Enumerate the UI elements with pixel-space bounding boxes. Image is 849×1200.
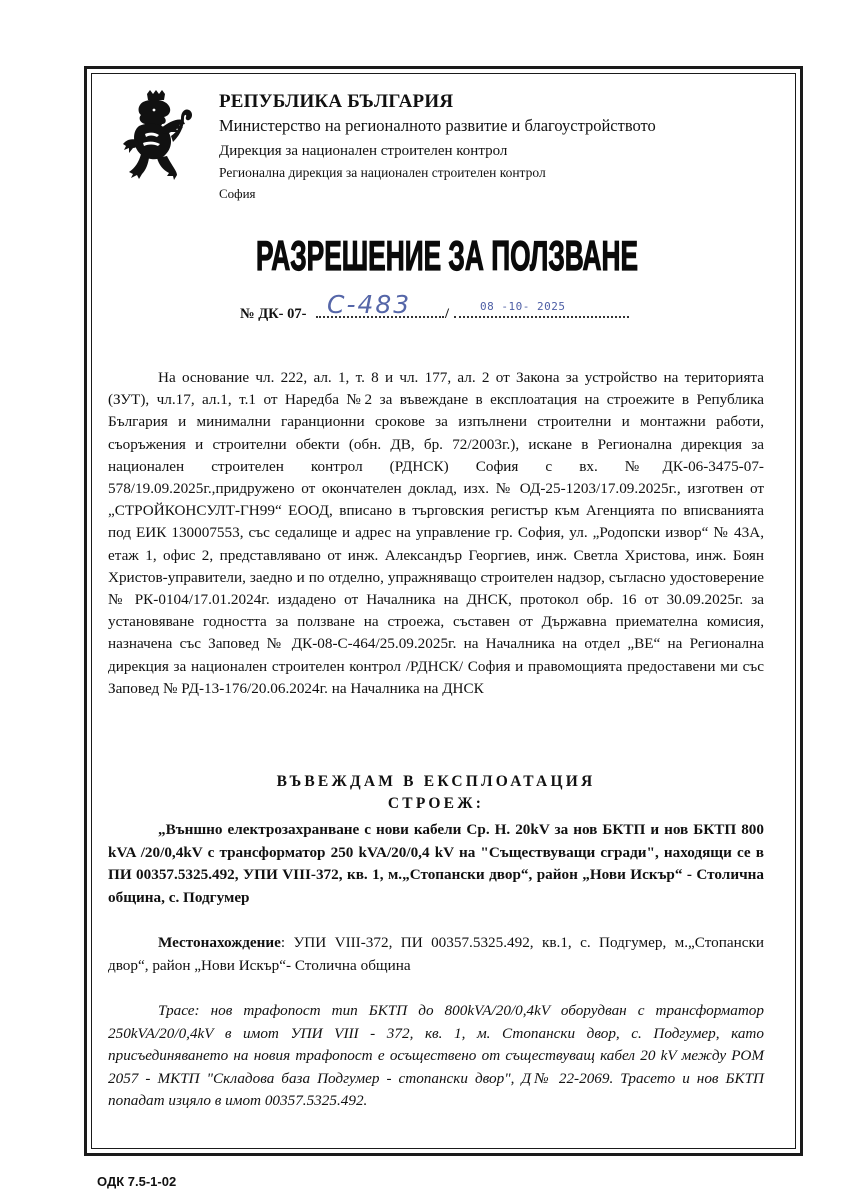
city-name: София xyxy=(219,186,256,201)
construction-object-description: „Външно електрозахранване с нови кабели Ср. Н. 20kV за нов БКТП и нов БКТП 800 kVA /20/0,4kV с трансформатор 250 kVA/20/0,4 kV на "Съществуващи сгради", находящи се в ПИ 00357.5325.492, УПИ VIII-372, кв. 1, м.„Стопански двор“, район „Нови Искър“ - Столична община, с. Подгумер xyxy=(108,821,764,906)
route-paragraph: Трасе: нов трафопост тип БКТП до 800kVA/20/0,4kV оборудван с трансформатор 250kVA/20/0,4kV в имот УПИ VIII - 372, кв. 1, м. Стопански двор, с. Подгумер, като присъединяването на новия трафопост е осъществено от съществуващ кабел 20 kV между РОМ 2057 - МКТП "Складова база Подгумер - стопански двор", Д№ 22-2069. Трасето и нов БКТП попадат изцяло в имот 00357.5325.492. xyxy=(108,1002,764,1109)
bulgarian-lion-emblem-icon xyxy=(117,90,195,180)
document-number-line xyxy=(240,290,640,326)
directorate-name: Дирекция за национален строителен контрол xyxy=(219,143,508,159)
location-text: : УПИ VIII-372, ПИ 00357.5325.492, кв.1, с. Подгумер, м.„Стопански двор“, район „Нови Искър“- Столична община xyxy=(108,934,764,974)
construction-heading: СТРОЕЖ: xyxy=(387,795,485,812)
document-title-text: РАЗРЕШЕНИЕ ЗА ПОЛЗВАНЕ xyxy=(256,232,638,279)
legal-basis-paragraph: На основание чл. 222, ал. 1, т. 8 и чл. 177, ал. 2 от Закона за устройство на територията (ЗУТ), чл.17, ал.1, т.1 от Наредба №2 за въвеждане в експлоатация на строежите в Република България и минимални гаранционни срокове за изпълнени строителни и монтажни работи, съоръжения и строителни обекти (обн. ДВ, бр. 72/2003г.), искане в Регионална дирекция за национален строителен контрол (РДНСК) София с вх. №ДК-06-3475-07-578/19.09.2025г.,придружено от окончателен доклад, изх. № ОД-25-1203/17.09.2025г., изготвен от „СТРОЙКОНСУЛТ-ГН99“ ЕООД, вписано в търговския регистър към Агенцията по вписванията под ЕИК 130007553, със седалище и адрес на управление гр. София, ул. „Родопски извор“ № 43А, етаж 1, офис 2, представлявано от инж. Александър Георгиев, инж. Светла Христова, инж. Боян Христов-управители, заедно и по отделно, упражняващо строителен надзор, съгласно удостоверение № РК-0104/17.01.2024г. издадено от Началника на ДНСК, протокол обр. 16 от 30.09.2025г. за установяване годността за ползване на строежа, съставен от Държавна приемателна комисия, назначена със Заповед № ДК-08-С-464/25.09.2025г. на Началника на отдел „ВЕ“ на Регионална дирекция за национален строителен контрол /РДНСК/ София и правомощията предоставени ми със Заповед № РД-13-176/20.06.2024г. на Началника на ДНСК xyxy=(108,369,764,697)
document-title xyxy=(254,232,640,278)
country-name: РЕПУБЛИКА БЪЛГАРИЯ xyxy=(219,91,454,112)
handwritten-doc-number: С-483 xyxy=(327,290,412,319)
regional-directorate-name: Регионална дирекция за национален строителен контрол xyxy=(219,165,546,180)
location-paragraph xyxy=(108,932,764,977)
doc-number-prefix: № ДК- 07- xyxy=(240,306,307,322)
ministry-name: Министерство на регионалното развитие и благоустройството xyxy=(219,116,656,135)
doc-number-slash: / xyxy=(445,306,450,322)
action-heading: ВЪВЕЖДАМ В ЕКСПЛОАТАЦИЯ xyxy=(276,773,596,790)
form-code: ОДК 7.5-1-02 xyxy=(97,1174,177,1189)
stamped-date: 08 -10- 2025 xyxy=(480,300,566,313)
location-label: Местонахождение xyxy=(158,934,281,951)
